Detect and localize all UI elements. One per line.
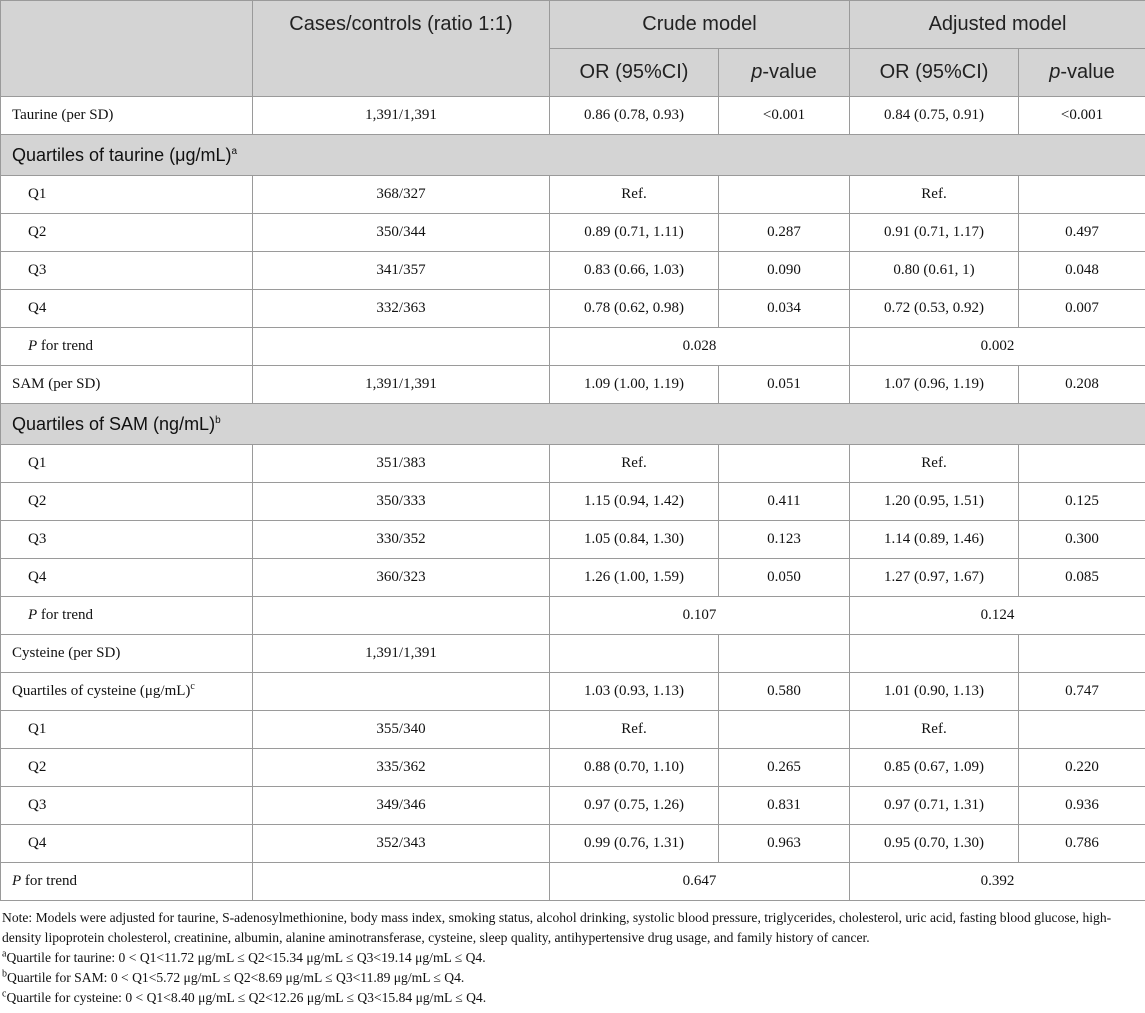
cases-controls-cell (253, 863, 550, 901)
adjusted-p-cell: 0.125 (1019, 483, 1145, 521)
row-label: P for trend (1, 863, 253, 901)
cases-controls-cell: 332/363 (253, 290, 550, 328)
row-label: P for trend (1, 597, 253, 635)
row-label: Q1 (1, 445, 253, 483)
cases-controls-cell: 1,391/1,391 (253, 635, 550, 673)
cases-controls-cell: 355/340 (253, 711, 550, 749)
adjusted-trend-cell: 0.392 (850, 863, 1145, 901)
trend-row (1, 597, 1145, 635)
crude-trend-cell: 0.647 (550, 863, 850, 901)
row-label: Taurine (per SD) (1, 97, 253, 135)
adjusted-p-cell: 0.048 (1019, 252, 1145, 290)
adjusted-p-cell (1019, 176, 1145, 214)
adjusted-or-cell: 0.97 (0.71, 1.31) (850, 787, 1019, 825)
crude-p-cell (719, 711, 850, 749)
row-label: Cysteine (per SD) (1, 635, 253, 673)
crude-p-cell: 0.090 (719, 252, 850, 290)
adjusted-p-cell (1019, 711, 1145, 749)
crude-or-cell: 0.88 (0.70, 1.10) (550, 749, 719, 787)
cases-controls-cell (253, 597, 550, 635)
table-row (1, 673, 1145, 711)
crude-p-cell (719, 635, 850, 673)
crude-trend-cell: 0.107 (550, 597, 850, 635)
row-label: Q3 (1, 252, 253, 290)
row-label: Q3 (1, 787, 253, 825)
crude-p-cell (719, 445, 850, 483)
crude-p-cell: 0.580 (719, 673, 850, 711)
adjusted-or-cell: Ref. (850, 176, 1019, 214)
crude-trend-cell: 0.028 (550, 328, 850, 366)
adjusted-or-cell: 0.85 (0.67, 1.09) (850, 749, 1019, 787)
crude-p-cell: 0.034 (719, 290, 850, 328)
cases-controls-cell: 350/344 (253, 214, 550, 252)
row-label: Quartiles of cysteine $(\mu g/mL)^c$ (1, 673, 253, 711)
header-crude-p: p-value (719, 49, 850, 97)
header-adjusted-p: p-value (1019, 49, 1145, 97)
section-title: Quartiles of taurine $(\mu g/mL)^a$ (1, 135, 1145, 176)
cases-controls-cell: 349/346 (253, 787, 550, 825)
crude-p-cell: 0.051 (719, 366, 850, 404)
crude-or-cell: Ref. (550, 445, 719, 483)
row-label: Q2 (1, 749, 253, 787)
table-row (1, 176, 1145, 214)
adjusted-or-cell: Ref. (850, 711, 1019, 749)
cases-controls-cell: 360/323 (253, 559, 550, 597)
adjusted-p-cell: 0.007 (1019, 290, 1145, 328)
adjusted-or-cell: 1.20 (0.95, 1.51) (850, 483, 1019, 521)
adjusted-or-cell: 0.95 (0.70, 1.30) (850, 825, 1019, 863)
footnote-a: $^a$Quartile for taurine: 0 < Q1<11.72 μg/mL ≤ Q2<15.34 μg/mL ≤ Q3<19.14 μg/mL ≤ Q4. (2, 948, 486, 965)
trend-row (1, 328, 1145, 366)
row-label: Q4 (1, 825, 253, 863)
footnote-c: $^c$Quartile for cysteine: 0 < Q1<8.40 μg/mL ≤ Q2<12.26 μg/mL ≤ Q3<15.84 μg/mL ≤ Q4. (2, 988, 487, 1005)
header-adjusted-model: Adjusted model (850, 1, 1145, 49)
crude-or-cell: 0.86 (0.78, 0.93) (550, 97, 719, 135)
table-row (1, 252, 1145, 290)
crude-p-cell: <0.001 (719, 97, 850, 135)
section-title: Quartiles of SAM $(ng/mL)^b$ (1, 404, 1145, 445)
adjusted-p-cell (1019, 445, 1145, 483)
adjusted-p-cell: 0.747 (1019, 673, 1145, 711)
row-label: Q3 (1, 521, 253, 559)
table-row (1, 559, 1145, 597)
cases-controls-cell: 352/343 (253, 825, 550, 863)
cases-controls-cell: 368/327 (253, 176, 550, 214)
footnote-b: $^b$Quartile for SAM: 0 < Q1<5.72 μg/mL ≤ Q2<8.69 μg/mL ≤ Q3<11.89 μg/mL ≤ Q4. (2, 968, 465, 985)
header-row-1 (1, 1, 1145, 49)
adjusted-p-cell: 0.786 (1019, 825, 1145, 863)
cases-controls-cell (253, 328, 550, 366)
crude-or-cell: 0.97 (0.75, 1.26) (550, 787, 719, 825)
crude-or-cell: 1.05 (0.84, 1.30) (550, 521, 719, 559)
cases-controls-cell: 350/333 (253, 483, 550, 521)
adjusted-trend-cell: 0.124 (850, 597, 1145, 635)
adjusted-or-cell: 1.07 (0.96, 1.19) (850, 366, 1019, 404)
adjusted-or-cell: 0.72 (0.53, 0.92) (850, 290, 1019, 328)
adjusted-p-cell: 0.208 (1019, 366, 1145, 404)
row-label: Q4 (1, 290, 253, 328)
crude-p-cell: 0.265 (719, 749, 850, 787)
adjusted-p-cell: 0.936 (1019, 787, 1145, 825)
row-label: P for trend (1, 328, 253, 366)
adjusted-or-cell: 1.01 (0.90, 1.13) (850, 673, 1019, 711)
adjusted-or-cell: 1.27 (0.97, 1.67) (850, 559, 1019, 597)
table-row (1, 825, 1145, 863)
cases-controls-cell: 351/383 (253, 445, 550, 483)
crude-p-cell: 0.963 (719, 825, 850, 863)
note-main: Note: Models were adjusted for taurine, S-adenosylmethionine, body mass index, smoking status, alcohol drinking, systolic blood pressure, triglycerides, cholesterol, uric acid, fasting blood glucose, high-density lipoprotein cholesterol, creatinine, albumin, alanine aminotransferase, cysteine, sleep quality, antihypertensive drug usage, and family history of cancer. (2, 910, 1112, 945)
header-adjusted-or: OR (95%CI) (850, 49, 1019, 97)
cases-controls-cell: 330/352 (253, 521, 550, 559)
crude-p-cell: 0.287 (719, 214, 850, 252)
table-row (1, 97, 1145, 135)
crude-p-cell: 0.831 (719, 787, 850, 825)
row-label: Q1 (1, 711, 253, 749)
cases-controls-cell (253, 673, 550, 711)
crude-p-cell: 0.123 (719, 521, 850, 559)
crude-p-cell: 0.050 (719, 559, 850, 597)
crude-or-cell: 0.99 (0.76, 1.31) (550, 825, 719, 863)
header-cases-controls: Cases/controls (ratio 1:1) (253, 1, 550, 97)
table-row (1, 445, 1145, 483)
table-row (1, 366, 1145, 404)
header-crude-or: OR (95%CI) (550, 49, 719, 97)
adjusted-or-cell: 0.84 (0.75, 0.91) (850, 97, 1019, 135)
section-row (1, 404, 1145, 445)
crude-p-cell (719, 176, 850, 214)
adjusted-p-cell: 0.220 (1019, 749, 1145, 787)
adjusted-or-cell: Ref. (850, 445, 1019, 483)
row-label: Q1 (1, 176, 253, 214)
table-row (1, 711, 1145, 749)
crude-or-cell: 0.83 (0.66, 1.03) (550, 252, 719, 290)
crude-or-cell: Ref. (550, 176, 719, 214)
crude-or-cell (550, 635, 719, 673)
row-label: Q2 (1, 214, 253, 252)
row-label: Q4 (1, 559, 253, 597)
adjusted-p-cell: <0.001 (1019, 97, 1145, 135)
header-crude-model: Crude model (550, 1, 850, 49)
table-row (1, 749, 1145, 787)
crude-p-cell: 0.411 (719, 483, 850, 521)
crude-or-cell: Ref. (550, 711, 719, 749)
adjusted-trend-cell: 0.002 (850, 328, 1145, 366)
row-label: Q2 (1, 483, 253, 521)
cases-controls-cell: 341/357 (253, 252, 550, 290)
trend-row (1, 863, 1145, 901)
table-row (1, 214, 1145, 252)
adjusted-p-cell: 0.300 (1019, 521, 1145, 559)
adjusted-p-cell (1019, 635, 1145, 673)
adjusted-or-cell: 0.80 (0.61, 1) (850, 252, 1019, 290)
table-row (1, 483, 1145, 521)
cases-controls-cell: 1,391/1,391 (253, 97, 550, 135)
table-row (1, 635, 1145, 673)
crude-or-cell: 1.15 (0.94, 1.42) (550, 483, 719, 521)
crude-or-cell: 0.78 (0.62, 0.98) (550, 290, 719, 328)
adjusted-or-cell: 1.14 (0.89, 1.46) (850, 521, 1019, 559)
crude-or-cell: 1.26 (1.00, 1.59) (550, 559, 719, 597)
adjusted-p-cell: 0.085 (1019, 559, 1145, 597)
table-row (1, 521, 1145, 559)
crude-or-cell: 1.09 (1.00, 1.19) (550, 366, 719, 404)
cases-controls-cell: 335/362 (253, 749, 550, 787)
adjusted-or-cell: 0.91 (0.71, 1.17) (850, 214, 1019, 252)
adjusted-or-cell (850, 635, 1019, 673)
header-blank (1, 1, 253, 97)
table-row (1, 290, 1145, 328)
crude-or-cell: 1.03 (0.93, 1.13) (550, 673, 719, 711)
table-notes (0, 901, 1145, 1008)
cases-controls-cell: 1,391/1,391 (253, 366, 550, 404)
adjusted-p-cell: 0.497 (1019, 214, 1145, 252)
row-label: SAM (per SD) (1, 366, 253, 404)
table-row (1, 787, 1145, 825)
crude-or-cell: 0.89 (0.71, 1.11) (550, 214, 719, 252)
section-row (1, 135, 1145, 176)
